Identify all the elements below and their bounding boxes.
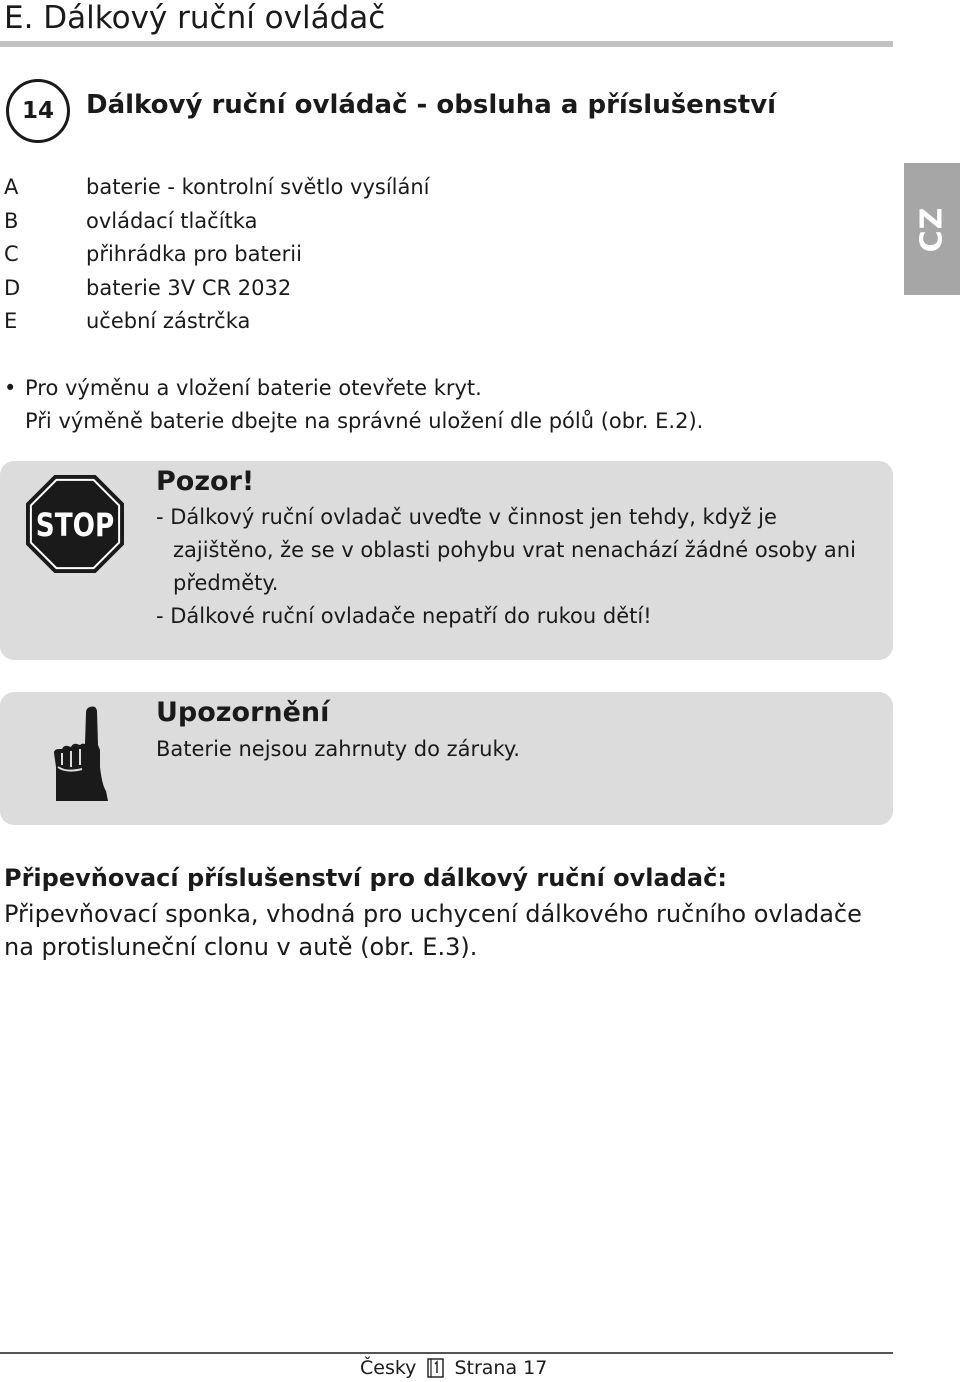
warning-title: Pozor! — [156, 466, 255, 497]
warning-item — [156, 501, 856, 600]
legend-key: E — [4, 309, 18, 333]
warning-line: zajištěno, že se v oblasti pohybu vrat nenachází žádné osoby ani — [173, 538, 856, 562]
legend-key: A — [4, 175, 19, 199]
legend-text: baterie - kontrolní světlo vysílání — [86, 175, 430, 199]
legend-item — [0, 239, 430, 273]
chapter-title: E. Dálkový ruční ovládač — [4, 0, 386, 36]
warning-line: - Dálkové ruční ovladače nepatří do rukou dětí! — [156, 604, 652, 628]
page-footer — [360, 1354, 547, 1382]
accessory-line: Připevňovací sponka, vhodná pro uchycení dálkového ručního ovladače — [4, 900, 862, 928]
stop-sign-icon — [26, 475, 124, 573]
stop-sign-text: STOP — [35, 505, 115, 544]
language-tab — [904, 163, 960, 295]
warning-line: předměty. — [173, 571, 279, 595]
battery-instruction — [4, 372, 703, 437]
accessory-line: na protisluneční clonu v autě (obr. E.3). — [4, 933, 478, 961]
legend-item — [0, 306, 430, 340]
warning-line: - Dálkový ruční ovladač uveďte v činnost jen tehdy, když je — [156, 505, 777, 529]
instruction-line: Při výměně baterie dbejte na správné uložení dle pólů (obr. E.2). — [25, 408, 704, 433]
header-rule — [0, 41, 893, 47]
legend-text: baterie 3V CR 2032 — [86, 275, 292, 300]
legend-item — [0, 172, 430, 206]
warning-body — [156, 501, 856, 633]
pointing-hand-icon — [52, 705, 112, 805]
bullet-symbol: • — [4, 376, 17, 400]
section-title: Dálkový ruční ovládač - obsluha a příslušenství — [86, 90, 777, 120]
warning-item — [156, 600, 856, 633]
section-number-badge: 14 — [6, 79, 70, 143]
book-icon — [426, 1357, 446, 1379]
legend-text: učební zástrčka — [86, 309, 251, 333]
legend-key: B — [4, 208, 19, 233]
legend-text: přihrádka pro baterii — [86, 242, 302, 266]
legend-item — [0, 206, 430, 240]
note-text: Baterie nejsou zahrnuty do záruky. — [156, 737, 520, 761]
instruction-line: Pro výměnu a vložení baterie otevřete kryt. — [25, 376, 482, 400]
legend-key: C — [4, 242, 19, 266]
note-title: Upozornění — [156, 697, 330, 728]
accessory-text — [4, 898, 862, 964]
language-tab-label: CZ — [914, 206, 950, 252]
footer-page-label: Strana 17 — [454, 1357, 548, 1379]
accessory-title: Připevňovací příslušenství pro dálkový ruční ovladač: — [4, 864, 727, 892]
legend-key: D — [4, 275, 21, 300]
legend-text: ovládací tlačítka — [86, 208, 258, 233]
footer-language: Česky — [360, 1357, 417, 1379]
parts-legend — [0, 172, 430, 340]
legend-item — [0, 273, 430, 307]
